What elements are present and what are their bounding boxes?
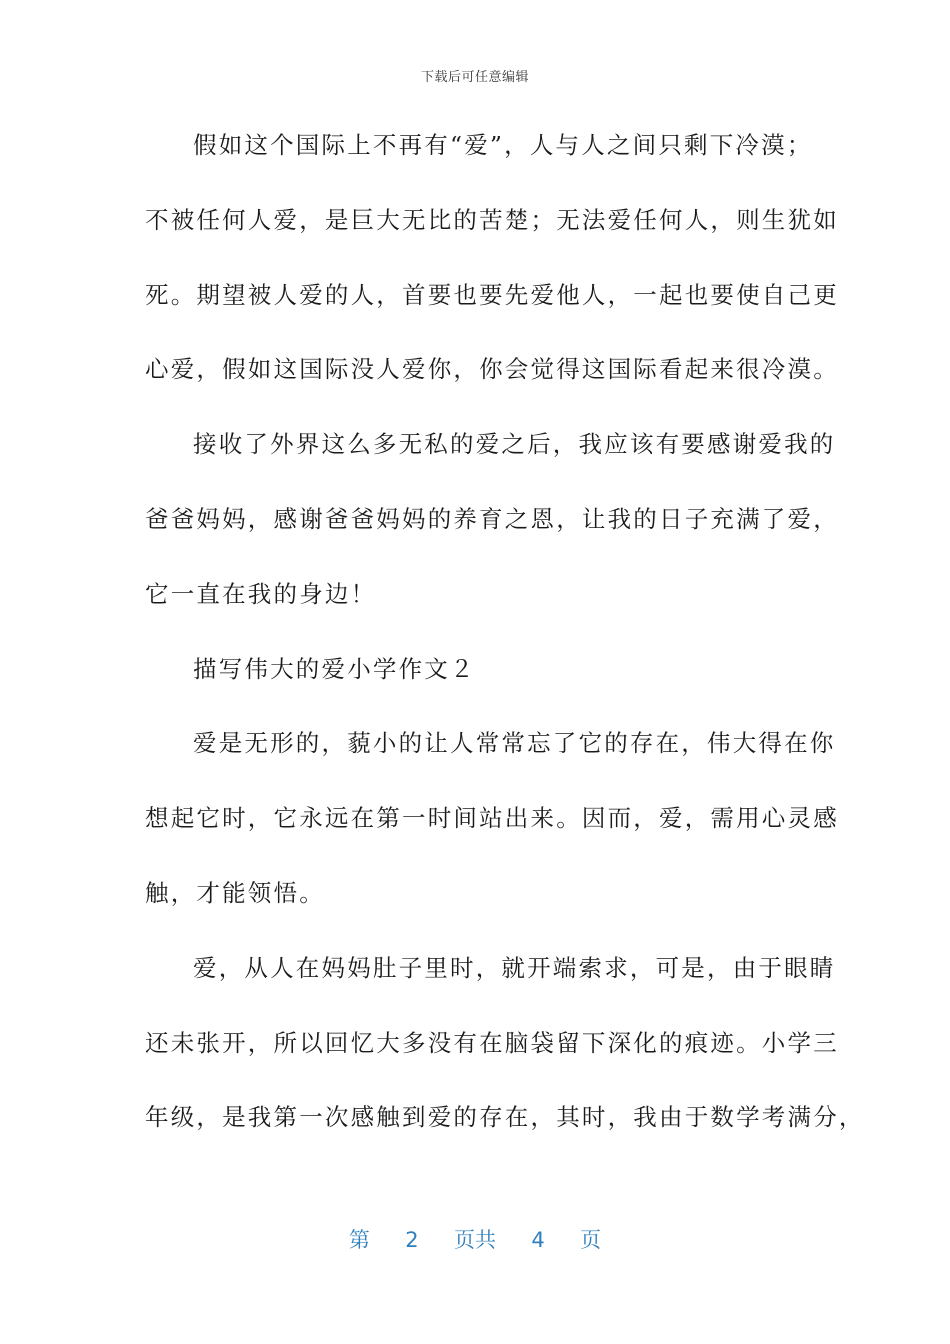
section-heading: 描写伟大的爱小学作文２ — [193, 654, 476, 683]
total-pages-number: 4 — [531, 1228, 545, 1252]
text-line: 接收了外界这么多无私的爱之后，我应该有要感谢爱我的 — [193, 430, 836, 459]
current-page-number: 2 — [405, 1228, 419, 1252]
page-label-mid: 页共 — [454, 1228, 496, 1252]
text-line: 想起它时，它永远在第一时间站出来。因而，爱，需用心灵感 — [145, 804, 839, 833]
text-line: 心爱，假如这国际没人爱你，你会觉得这国际看起来很冷漠。 — [145, 355, 839, 384]
text-line: 它一直在我的身边！ — [145, 579, 377, 608]
text-line: 还未张开，所以回忆大多没有在脑袋留下深化的痕迹。小学三 — [145, 1028, 839, 1057]
document-body — [145, 120, 865, 1167]
page-label-suffix: 页 — [580, 1228, 602, 1252]
header-note: 下载后可任意编辑 — [420, 70, 529, 85]
text-line: 假如这个国际上不再有“爱”，人与人之间只剩下冷漠； — [193, 131, 813, 159]
text-line: 爱，从人在妈妈肚子里时，就开端索求，可是，由于眼睛 — [193, 953, 836, 982]
text-line: 年级，是我第一次感触到爱的存在，其时，我由于数学考满分， — [145, 1103, 865, 1132]
text-line: 爸爸妈妈，感谢爸爸妈妈的养育之恩，让我的日子充满了爱， — [145, 504, 839, 533]
page-label-prefix: 第 — [348, 1228, 370, 1252]
text-line: 触，才能领悟。 — [145, 878, 325, 907]
text-line: 不被任何人爱，是巨大无比的苦楚；无法爱任何人，则生犹如 — [145, 205, 839, 234]
page-number-footer — [0, 1224, 950, 1254]
text-line: 爱是无形的，藐小的让人常常忘了它的存在，伟大得在你 — [193, 729, 836, 758]
text-line: 死。期望被人爱的人，首要也要先爱他人，一起也要使自己更 — [145, 280, 839, 309]
